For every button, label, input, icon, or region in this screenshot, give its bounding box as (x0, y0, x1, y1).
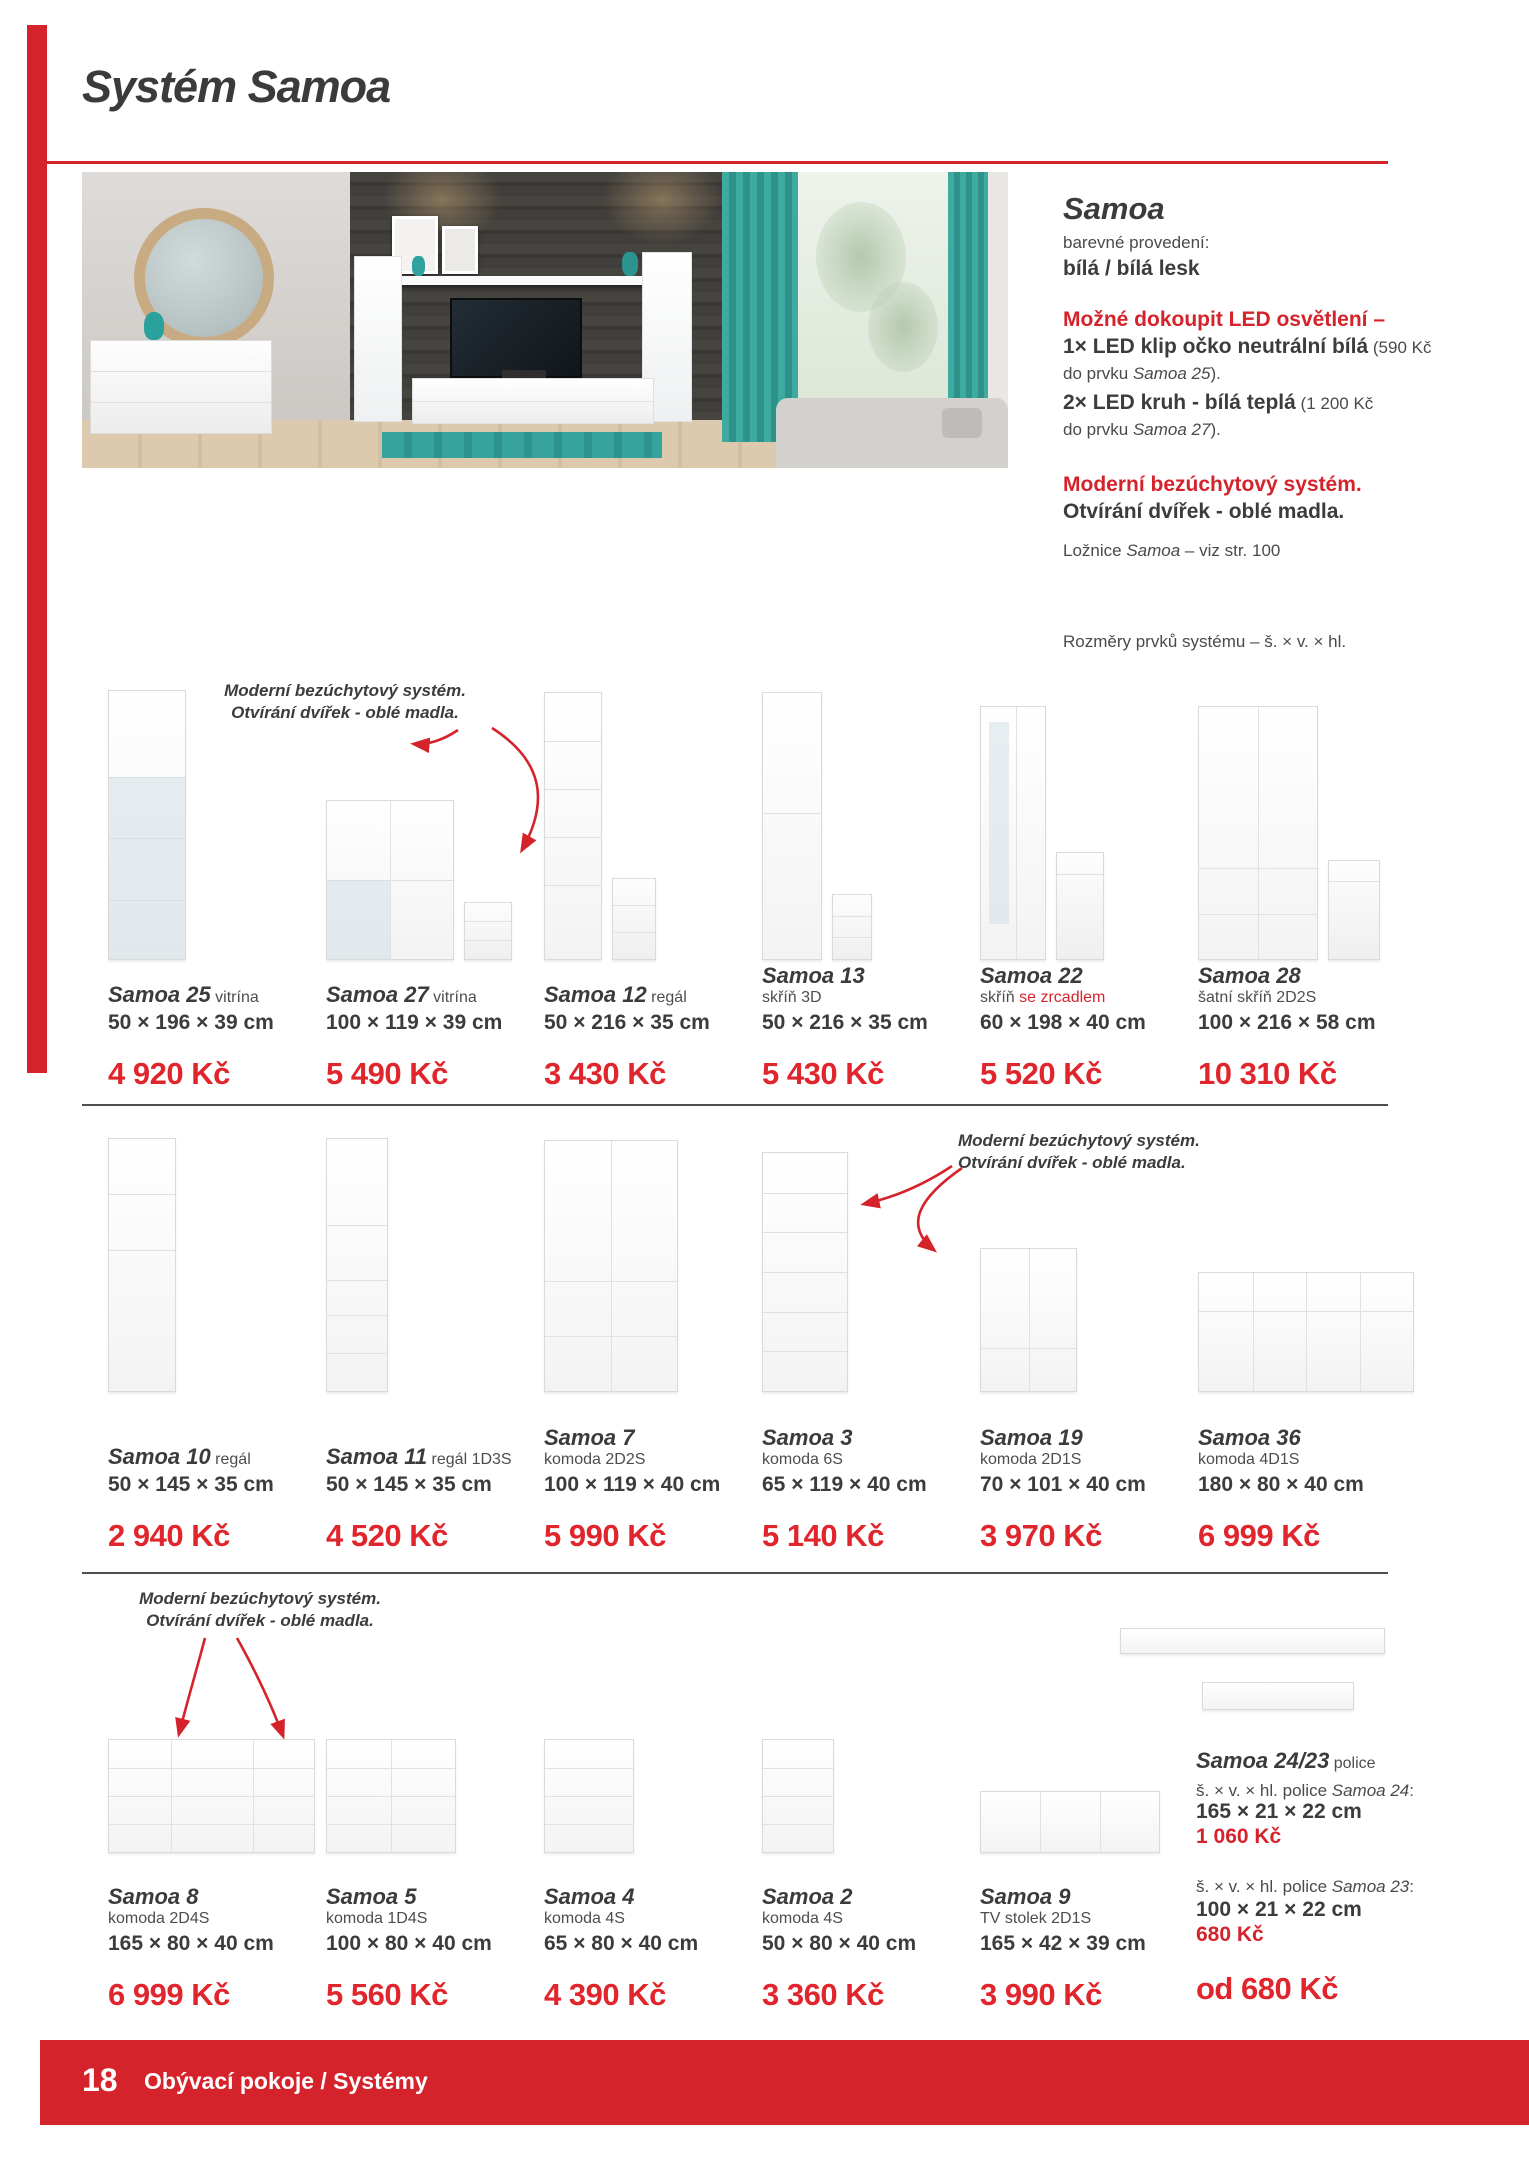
product-name: Samoa 7 (544, 1425, 635, 1450)
product-image-area (108, 1124, 326, 1392)
product-price: 3 430 Kč (544, 1056, 666, 1091)
shelf-23-price: 680 Kč (1196, 1923, 1264, 1946)
product-image-tall-1d (762, 692, 822, 960)
product-name: Samoa 19 (980, 1425, 1083, 1450)
footer-bar (40, 2040, 1529, 2125)
product-card (544, 1618, 762, 2012)
product-card (762, 1124, 980, 1553)
product-dimensions: 165 × 42 × 39 cm (980, 1932, 1146, 1955)
product-card (762, 1618, 980, 2012)
product-price: 4 390 Kč (544, 1977, 666, 2012)
bedroom-note: Ložnice Samoa – viz str. 100 (1063, 541, 1281, 560)
product-card (762, 683, 980, 1091)
annotation-row2: Moderní bezúchytový systém. Otvírání dvířek - oblé madla. (958, 1131, 1200, 1172)
product-subtitle: TV stolek 2D1S (980, 1910, 1092, 1927)
product-price: 5 140 Kč (762, 1518, 884, 1553)
product-card (980, 1124, 1198, 1553)
title-rule (47, 161, 1388, 164)
product-name: Samoa 2 (762, 1884, 853, 1909)
product-image-area (1198, 683, 1416, 960)
product-image-police (1202, 1682, 1354, 1710)
product-image-area (544, 683, 762, 960)
product-dimensions: 100 × 119 × 40 cm (544, 1473, 721, 1496)
product-price: 3 970 Kč (980, 1518, 1102, 1553)
product-dimensions: 50 × 216 × 35 cm (762, 1011, 928, 1034)
product-name: Samoa 22 (980, 963, 1083, 988)
color-value: bílá / bílá lesk (1063, 257, 1200, 280)
system-sub: Otvírání dvířek - oblé madla. (1063, 500, 1345, 523)
product-image-area (326, 1124, 544, 1392)
product-image-open-shelf (464, 902, 512, 960)
product-price: 3 360 Kč (762, 1977, 884, 2012)
hero-tv-bench (412, 378, 654, 424)
product-card (326, 1618, 544, 2012)
product-card (544, 683, 762, 1091)
product-dimensions: 65 × 80 × 40 cm (544, 1932, 699, 1955)
hero-cabinet (354, 256, 402, 422)
led-option-2-note: do prvku Samoa 27). (1063, 420, 1221, 439)
product-price: 4 920 Kč (108, 1056, 230, 1091)
product-image-area (1198, 1124, 1416, 1392)
product-subtitle: komoda 2D4S (108, 1910, 210, 1927)
page-number: 18 (82, 2062, 118, 2098)
row-divider (82, 1104, 1388, 1106)
product-name: Samoa 3 (762, 1425, 853, 1450)
product-dimensions: 100 × 80 × 40 cm (326, 1932, 492, 1955)
product-image-wardrobe-2d2s (1198, 706, 1318, 960)
hero-device (502, 370, 546, 378)
dimensions-note: Rozměry prvků systému – š. × v. × hl. (1063, 632, 1347, 651)
product-dimensions: 165 × 80 × 40 cm (108, 1932, 274, 1955)
product-image-open-wardrobe (1056, 852, 1104, 960)
shelf-image-23 (1202, 1682, 1354, 1710)
product-image-vitrina-tall (108, 690, 186, 960)
shelf-24-price: 1 060 Kč (1196, 1825, 1282, 1848)
product-name: Samoa 12 regál (544, 982, 687, 1007)
product-image-area (762, 1124, 980, 1392)
product-image-komoda-2d4s (108, 1739, 315, 1853)
row-divider (82, 1572, 1388, 1574)
product-image-komoda-6s (762, 1152, 848, 1392)
led-heading: Možné dokoupit LED osvětlení – (1063, 308, 1386, 331)
product-price: 5 430 Kč (762, 1056, 884, 1091)
product-dimensions: 50 × 145 × 35 cm (108, 1473, 274, 1496)
product-card (326, 683, 544, 1091)
product-name: Samoa 10 regál (108, 1444, 251, 1469)
hero-window (798, 172, 948, 420)
left-accent-bar (27, 25, 47, 1073)
product-price: 6 999 Kč (108, 1977, 230, 2012)
product-image-area (108, 683, 326, 960)
annotation-row1: Moderní bezúchytový systém. Otvírání dvířek - oblé madla. (224, 681, 466, 722)
footer-section: Obývací pokoje / Systémy (144, 2068, 428, 2094)
product-dimensions: 50 × 145 × 35 cm (326, 1473, 492, 1496)
product-card (1198, 683, 1416, 1091)
shelf-23-dims: 100 × 21 × 22 cm (1196, 1898, 1362, 1921)
hero-decor (412, 256, 425, 276)
color-label: barevné provedení: (1063, 233, 1210, 252)
product-image-komoda-4s (544, 1739, 634, 1853)
product-subtitle: komoda 4S (762, 1910, 843, 1927)
product-price: 6 999 Kč (1198, 1518, 1320, 1553)
product-name: Samoa 8 (108, 1884, 199, 1909)
shelf-price-from: od 680 Kč (1196, 1971, 1338, 2006)
series-name: Samoa (1063, 191, 1165, 226)
product-card (980, 1618, 1198, 2012)
product-row (108, 683, 1428, 1091)
hero-picture-frame (442, 226, 478, 274)
product-subtitle: komoda 2D2S (544, 1451, 646, 1468)
product-image-open-shelf (832, 894, 872, 960)
product-subtitle: skříň 3D (762, 989, 822, 1006)
info-column (1063, 192, 1453, 563)
shelf-23-label: š. × v. × hl. police Samoa 23: (1196, 1877, 1414, 1896)
product-image-wardrobe-mirror (980, 706, 1046, 960)
product-image-regal-1d3s (326, 1138, 388, 1392)
product-image-komoda-1d4s (326, 1739, 456, 1853)
hero-dresser (90, 340, 272, 434)
product-image-open-shelf (612, 878, 656, 960)
product-name: Samoa 9 (980, 1884, 1071, 1909)
product-price: 3 990 Kč (980, 1977, 1102, 2012)
product-image-komoda-4d1s (1198, 1272, 1414, 1392)
product-image-komoda-4s (762, 1739, 834, 1853)
product-name: Samoa 27 vitrína (326, 982, 477, 1007)
hero-photo (82, 172, 1008, 468)
product-name: Samoa 5 (326, 1884, 417, 1909)
product-subtitle: komoda 2D1S (980, 1451, 1082, 1468)
product-image-police (1120, 1628, 1385, 1654)
product-card (980, 683, 1198, 1091)
product-card (326, 1124, 544, 1553)
product-image-vitrina-wide (326, 800, 454, 960)
product-name: Samoa 28 (1198, 963, 1301, 988)
shelf-heading: Samoa 24/23 police (1196, 1748, 1376, 1773)
product-image-regal-open (544, 692, 602, 960)
hero-wall-shelf (382, 276, 650, 285)
shelf-image-24 (1120, 1628, 1385, 1654)
product-price: 10 310 Kč (1198, 1056, 1337, 1091)
product-name: Samoa 4 (544, 1884, 635, 1909)
product-price: 5 520 Kč (980, 1056, 1102, 1091)
product-image-komoda-2d1s (980, 1248, 1077, 1392)
product-dimensions: 100 × 216 × 58 cm (1198, 1011, 1376, 1034)
product-image-open-wardrobe (1328, 860, 1380, 960)
product-dimensions: 50 × 80 × 40 cm (762, 1932, 917, 1955)
product-card (1198, 1124, 1416, 1553)
page-title: Systém Samoa (82, 61, 391, 112)
product-name: Samoa 36 (1198, 1425, 1301, 1450)
product-card (108, 683, 326, 1091)
product-dimensions: 180 × 80 × 40 cm (1198, 1473, 1364, 1496)
led-option-2: 2× LED kruh - bílá teplá (1 200 Kč (1063, 391, 1374, 414)
product-card (108, 1618, 326, 2012)
hero-pillow (942, 408, 982, 438)
product-subtitle: skříň se zrcadlem (980, 989, 1106, 1006)
product-card (108, 1124, 326, 1553)
product-row (108, 1124, 1428, 1553)
hero-rug (382, 432, 662, 458)
product-name: Samoa 13 (762, 963, 865, 988)
led-option-1: 1× LED klip očko neutrální bílá (590 Kč (1063, 335, 1432, 358)
product-image-komoda-2d2s (544, 1140, 678, 1392)
product-image-area (326, 1618, 544, 1853)
product-dimensions: 50 × 196 × 39 cm (108, 1011, 274, 1034)
annotation-row3: Moderní bezúchytový systém. Otvírání dvířek - oblé madla. (139, 1589, 381, 1630)
shelf-24-label: š. × v. × hl. police Samoa 24: (1196, 1781, 1414, 1800)
hero-tv (450, 298, 582, 378)
product-subtitle: komoda 4D1S (1198, 1451, 1300, 1468)
product-subtitle: šatní skříň 2D2S (1198, 989, 1317, 1006)
system-heading: Moderní bezúchytový systém. (1063, 473, 1362, 496)
hero-vase (144, 312, 164, 340)
product-image-area (762, 1618, 980, 1853)
product-subtitle: komoda 6S (762, 1451, 843, 1468)
product-dimensions: 100 × 119 × 39 cm (326, 1011, 503, 1034)
product-image-area (762, 683, 980, 960)
shelf-24-dims: 165 × 21 × 22 cm (1196, 1800, 1362, 1823)
product-name: Samoa 25 vitrína (108, 982, 259, 1007)
product-image-area (108, 1618, 326, 1853)
product-price: 5 990 Kč (544, 1518, 666, 1553)
product-image-area (326, 683, 544, 960)
product-image-area (544, 1618, 762, 1853)
product-image-area (980, 1124, 1198, 1392)
product-price: 4 520 Kč (326, 1518, 448, 1553)
product-dimensions: 65 × 119 × 40 cm (762, 1473, 927, 1496)
product-price: 5 490 Kč (326, 1056, 448, 1091)
product-dimensions: 50 × 216 × 35 cm (544, 1011, 710, 1034)
product-dimensions: 70 × 101 × 40 cm (980, 1473, 1146, 1496)
product-card (544, 1124, 762, 1553)
hero-wall-edge (988, 172, 1008, 420)
hero-decor (622, 252, 638, 276)
product-image-regal-1d (108, 1138, 176, 1392)
product-image-area (544, 1124, 762, 1392)
product-name: Samoa 11 regál 1D3S (326, 1444, 512, 1469)
led-option-1-note: do prvku Samoa 25). (1063, 364, 1221, 383)
product-price: 2 940 Kč (108, 1518, 230, 1553)
product-subtitle: komoda 1D4S (326, 1910, 428, 1927)
product-image-area (980, 683, 1198, 960)
product-dimensions: 60 × 198 × 40 cm (980, 1011, 1146, 1034)
product-price: 5 560 Kč (326, 1977, 448, 2012)
product-subtitle: komoda 4S (544, 1910, 625, 1927)
product-image-tv-2d1s (980, 1791, 1160, 1853)
